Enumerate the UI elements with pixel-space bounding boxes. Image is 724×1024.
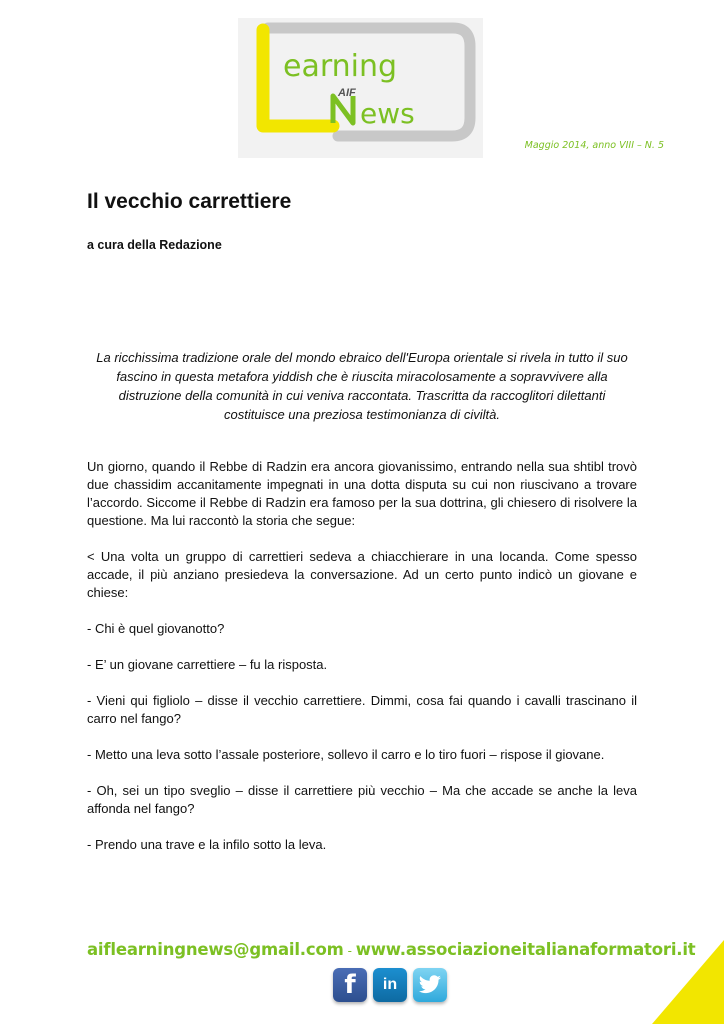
paragraph: - Vieni qui figliolo – disse il vecchio carrettiere. Dimmi, cosa fai quando i cavalli trascinano il carro nel fango?	[87, 693, 637, 726]
logo-word-learning: earning	[283, 49, 398, 84]
logo-word-news: ews	[360, 97, 415, 130]
paragraph: Un giorno, quando il Rebbe di Radzin era ancora giovanissimo, entrando nella sua shtibl trovò due chassidim accanitamente impegnati in una dotta disputa su cui non riuscivano a trovare l’accordo. Siccome il Rebbe di Radzin era famoso per la sua dottrina, gli chiesero di risolvere la questione. Ma lui raccontò la storia che segue:	[87, 459, 637, 528]
paragraph: - Prendo una trave e la infilo sotto la leva.	[87, 837, 327, 852]
paragraph: - E’ un giovane carrettiere – fu la risposta.	[87, 657, 328, 672]
article-body	[87, 458, 637, 872]
paragraph: < Una volta un gruppo di carrettieri sedeva a chiacchierare in una locanda. Come spesso accade, il più anziano presiedeva la conversazione. Ad un certo punto indicò un giovane e chiese:	[87, 549, 637, 600]
corner-decoration	[652, 940, 724, 1024]
social-links	[333, 968, 447, 1002]
paragraph: - Metto una leva sotto l’assale posteriore, sollevo il carro e lo tiro fuori – rispose il giovane.	[87, 747, 605, 762]
twitter-bird-icon	[418, 975, 442, 995]
learning-news-logo	[238, 18, 483, 158]
email-link[interactable]: aiflearningnews@gmail.com	[87, 940, 344, 959]
article-byline: a cura della Redazione	[87, 238, 222, 252]
logo-brand: AIF	[338, 87, 356, 99]
facebook-label: f	[344, 970, 356, 1000]
linkedin-label: in	[382, 976, 398, 993]
facebook-icon[interactable]	[333, 968, 367, 1002]
article-abstract: La ricchissima tradizione orale del mondo ebraico dell'Europa orientale si rivela in tutto il suo fascino in questa metafora yiddish che è riuscita miracolosamente a sopravvivere alla distruzione della comunità in cui veniva raccontata. Trascritta da raccoglitori dilettanti costituisce una preziosa testimonianza di civiltà.	[96, 350, 628, 422]
paragraph: - Chi è quel giovanotto?	[87, 621, 225, 636]
linkedin-icon[interactable]	[373, 968, 407, 1002]
issue-info: Maggio 2014, anno VIII – N. 5	[524, 140, 664, 151]
twitter-icon[interactable]	[413, 968, 447, 1002]
website-link[interactable]: www.associazioneitalianaformatori.it	[355, 940, 696, 959]
paragraph: - Oh, sei un tipo sveglio – disse il carrettiere più vecchio – Ma che accade se anche la leva affonda nel fango?	[87, 783, 637, 816]
footer-separator: -	[347, 944, 352, 958]
article-title: Il vecchio carrettiere	[87, 190, 292, 213]
footer-links	[87, 940, 696, 959]
